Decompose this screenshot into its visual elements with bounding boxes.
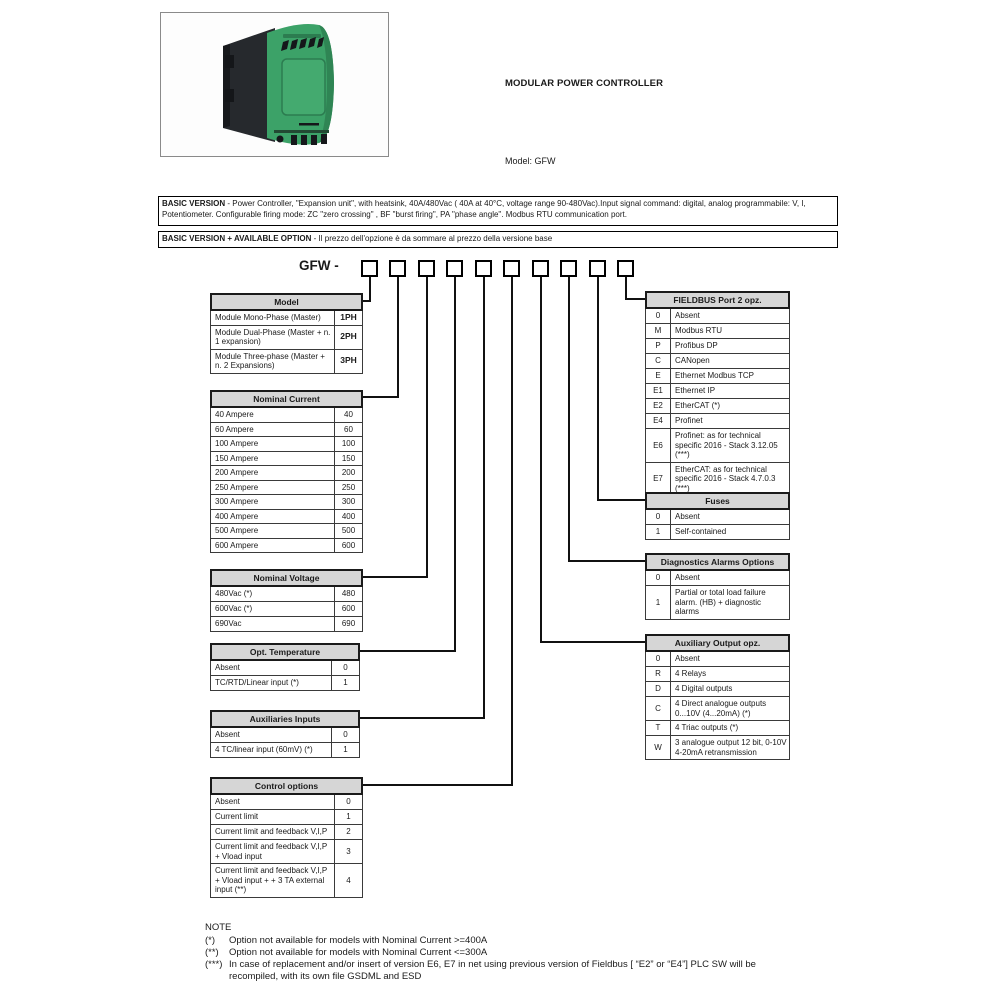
option-code: 1 — [331, 743, 359, 757]
option-code: 2PH — [334, 326, 362, 349]
table-row — [210, 810, 363, 825]
option-code: E7 — [646, 463, 671, 496]
option-label: Current limit and feedback V,I,P + Vload input + + 3 TA external input (**) — [215, 866, 328, 894]
option-code: 690 — [334, 617, 362, 631]
table-row — [645, 652, 790, 667]
option-code: 250 — [334, 481, 362, 495]
option-label: 60 Ampere — [215, 424, 254, 434]
option-label: Module Three-phase (Master + n. 2 Expansions) — [215, 351, 325, 370]
option-code: M — [646, 324, 671, 338]
table-header: Auxiliary Output opz. — [645, 634, 790, 652]
connector-line — [454, 277, 456, 652]
order-code-box-7 — [532, 260, 549, 277]
note-item — [205, 947, 791, 959]
option-label: 500 Ampere — [215, 526, 259, 535]
table-header: Diagnostics Alarms Options — [645, 553, 790, 571]
option-label: Modbus RTU — [675, 326, 722, 336]
order-code-box-4 — [446, 260, 463, 277]
table-row — [210, 481, 363, 496]
connector-line — [363, 784, 512, 786]
table-row — [210, 539, 363, 554]
table-row — [645, 429, 790, 463]
table-row — [645, 510, 790, 525]
option-code: 1 — [334, 810, 362, 824]
model-label: Model: GFW — [505, 156, 556, 166]
fuses-table — [645, 492, 790, 540]
note-marker: (**) — [205, 947, 219, 958]
option-label: 4 Relays — [675, 669, 707, 679]
option-code: 0 — [334, 795, 362, 809]
option-label: Absent — [215, 730, 240, 740]
option-code: 0 — [646, 571, 671, 585]
option-code: D — [646, 682, 671, 696]
option-code: 480 — [334, 587, 362, 601]
table-row — [210, 602, 363, 617]
basic-version-notice — [158, 196, 838, 226]
connector-line — [483, 277, 485, 719]
table-row — [645, 667, 790, 682]
product-photo-frame — [160, 12, 389, 157]
option-label: Profinet — [675, 416, 703, 426]
option-label: Absent — [675, 311, 700, 321]
option-label: Current limit and feedback V,I,P + Vload input — [215, 842, 328, 861]
option-label: Absent — [675, 573, 700, 583]
option-label: 4 Digital outputs — [675, 684, 733, 694]
table-row — [210, 840, 363, 864]
option-label: Current limit and feedback V,I,P — [215, 827, 328, 837]
option-code: 4 — [334, 864, 362, 897]
table-row — [210, 524, 363, 539]
option-code: 40 — [334, 408, 362, 422]
product-photo — [161, 13, 388, 156]
option-code: 400 — [334, 510, 362, 524]
option-code: C — [646, 697, 671, 720]
option-code: 3 — [334, 840, 362, 863]
order-code-box-10 — [617, 260, 634, 277]
option-code: 1 — [646, 525, 671, 539]
option-label: 150 Ampere — [215, 453, 259, 463]
option-label: 690Vac — [215, 619, 242, 629]
option-code: W — [646, 736, 671, 759]
option-code: 60 — [334, 423, 362, 437]
opt-temperature-table — [210, 643, 360, 691]
option-label: 4 Direct analogue outputs 0...10V (4...20mA) (*) — [675, 699, 767, 718]
connector-line — [625, 277, 627, 300]
connector-line — [363, 576, 427, 578]
option-label: 300 Ampere — [215, 497, 259, 506]
option-code: 1PH — [334, 311, 362, 325]
option-code: 1 — [646, 586, 671, 619]
notice-text: - Il prezzo dell'opzione è da sommare al prezzo della versione base — [311, 234, 553, 243]
available-option-notice — [158, 231, 838, 248]
note-marker: (*) — [205, 935, 216, 946]
auxiliary-output-table — [645, 634, 790, 760]
option-label: Self-contained — [675, 527, 727, 537]
notice-label: BASIC VERSION + AVAILABLE OPTION — [162, 234, 312, 243]
table-row — [645, 463, 790, 497]
order-code-box-3 — [418, 260, 435, 277]
table-row — [210, 676, 360, 691]
note-marker: (***) — [205, 959, 223, 970]
option-label: Module Mono-Phase (Master) — [215, 313, 321, 322]
table-row — [645, 309, 790, 324]
option-code: 3PH — [334, 350, 362, 373]
notice-text: - Power Controller, "Expansion unit", with heatsink, 40A/480Vac ( 40A at 40°C, voltage range 90-480Vac).Input signal command: digital, analog programmabile: V, I, Potentiometer. Configurable firing mode: ZC "zero crossing" , BF "burst firing", PA "phase angle". Modbus RTU communication port. — [162, 199, 806, 219]
note-item — [205, 935, 791, 947]
table-row — [645, 384, 790, 399]
table-row — [210, 795, 363, 810]
connector-line — [597, 277, 599, 501]
option-code: 0 — [646, 309, 671, 323]
table-row — [645, 354, 790, 369]
option-label: Current limit — [215, 812, 259, 822]
table-row — [210, 311, 363, 326]
option-code: P — [646, 339, 671, 353]
option-label: 4 Triac outputs (*) — [675, 723, 739, 733]
option-code: T — [646, 721, 671, 735]
table-row — [645, 571, 790, 586]
option-code: 500 — [334, 524, 362, 538]
option-code: R — [646, 667, 671, 681]
table-header: Fuses — [645, 492, 790, 510]
table-row — [210, 350, 363, 374]
notes-section — [205, 922, 791, 983]
option-label: Absent — [215, 663, 240, 673]
option-code: 2 — [334, 825, 362, 839]
order-code-prefix: GFW - — [299, 258, 339, 273]
table-row — [645, 721, 790, 736]
table-row — [210, 617, 363, 632]
table-row — [210, 728, 360, 743]
notes-title: NOTE — [205, 922, 232, 933]
option-label: Module Dual-Phase (Master + n. 1 expansion) — [215, 327, 331, 346]
option-label: Ethernet IP — [675, 386, 716, 396]
order-code-box-6 — [503, 260, 520, 277]
option-label: Profinet: as for technical specific 2016 - Stack 3.12.05 (***) — [675, 431, 778, 459]
option-code: C — [646, 354, 671, 368]
note-text: Option not available for models with Nominal Current <=300A — [229, 947, 488, 958]
option-label: EtherCAT: as for technical specific 2016 - Stack 4.7.0.3 (***) — [675, 464, 776, 493]
table-header: Opt. Temperature — [210, 643, 360, 661]
table-header: Control options — [210, 777, 363, 795]
table-row — [645, 339, 790, 354]
option-code: 0 — [646, 652, 671, 666]
table-row — [210, 466, 363, 481]
control-options-table — [210, 777, 363, 898]
table-header: Nominal Voltage — [210, 569, 363, 587]
option-label: Partial or total load failure alarm. (HB) + diagnostic alarms — [675, 588, 766, 616]
option-code: 600 — [334, 539, 362, 553]
table-row — [210, 587, 363, 602]
table-row — [210, 423, 363, 438]
option-code: 150 — [334, 452, 362, 466]
connector-line — [369, 277, 371, 302]
connector-line — [397, 277, 399, 398]
connector-line — [511, 277, 513, 786]
option-code: E — [646, 369, 671, 383]
order-code-box-2 — [389, 260, 406, 277]
auxiliaries-inputs-table — [210, 710, 360, 758]
notice-label: BASIC VERSION — [162, 199, 226, 208]
page-title: MODULAR POWER CONTROLLER — [505, 78, 664, 89]
connector-line — [540, 641, 646, 643]
option-code: 100 — [334, 437, 362, 451]
option-label: Ethernet Modbus TCP — [675, 371, 755, 381]
table-row — [645, 682, 790, 697]
option-code: E2 — [646, 399, 671, 413]
option-code: 1 — [331, 676, 359, 690]
option-code: 600 — [334, 602, 362, 616]
order-code-box-1 — [361, 260, 378, 277]
option-label: 3 analogue output 12 bit, 0-10V 4-20mA retransmission — [675, 738, 787, 757]
option-label: 480Vac (*) — [215, 589, 253, 599]
option-code: 0 — [331, 661, 359, 675]
connector-line — [568, 277, 570, 562]
option-label: Absent — [675, 512, 700, 522]
option-code: 0 — [646, 510, 671, 524]
option-label: 600Vac (*) — [215, 604, 253, 614]
option-code: E1 — [646, 384, 671, 398]
order-code-box-5 — [475, 260, 492, 277]
option-label: 250 Ampere — [215, 482, 259, 492]
nominal-voltage-table — [210, 569, 363, 632]
table-row — [645, 324, 790, 339]
connector-line — [597, 499, 646, 501]
note-item — [205, 959, 791, 983]
table-row — [645, 525, 790, 540]
table-row — [645, 586, 790, 620]
table-row — [645, 399, 790, 414]
table-row — [210, 326, 363, 350]
option-code: E6 — [646, 429, 671, 462]
option-label: TC/RTD/Linear input (*) — [215, 678, 299, 688]
order-code-box-8 — [560, 260, 577, 277]
table-row — [645, 369, 790, 384]
option-label: 100 Ampere — [215, 439, 259, 448]
connector-line — [568, 560, 646, 562]
note-text: Option not available for models with Nominal Current >=400A — [229, 935, 488, 946]
option-label: Profibus DP — [675, 341, 718, 351]
table-row — [210, 437, 363, 452]
table-row — [210, 510, 363, 525]
table-row — [210, 495, 363, 510]
option-code: 200 — [334, 466, 362, 480]
connector-line — [363, 396, 398, 398]
connector-line — [360, 717, 484, 719]
table-row — [210, 408, 363, 423]
option-label: Absent — [675, 654, 700, 664]
option-label: 4 TC/linear input (60mV) (*) — [215, 745, 313, 755]
table-row — [210, 452, 363, 467]
connector-line — [360, 650, 455, 652]
table-header: Nominal Current — [210, 390, 363, 408]
connector-line — [363, 300, 370, 302]
option-label: 600 Ampere — [215, 540, 259, 550]
connector-line — [540, 277, 542, 643]
option-label: EtherCAT (*) — [675, 401, 721, 411]
fieldbus-port2-table — [645, 291, 790, 496]
table-row — [210, 661, 360, 676]
option-code: 0 — [331, 728, 359, 742]
order-code-box-9 — [589, 260, 606, 277]
table-row — [645, 414, 790, 429]
diagnostics-alarms-table — [645, 553, 790, 620]
note-text: In case of replacement and/or insert of version E6, E7 in net using previous version of Fieldbus [ “E2” or “E4”] PLC SW will be recompiled, with its own file GSDML and ESD — [229, 959, 756, 982]
option-label: 200 Ampere — [215, 468, 259, 477]
option-code: E4 — [646, 414, 671, 428]
option-label: 40 Ampere — [215, 410, 254, 419]
model-table — [210, 293, 363, 374]
table-row — [210, 825, 363, 840]
table-header: FIELDBUS Port 2 opz. — [645, 291, 790, 309]
table-header: Auxiliaries Inputs — [210, 710, 360, 728]
table-row — [645, 736, 790, 760]
option-label: 400 Ampere — [215, 511, 259, 521]
option-code: 300 — [334, 495, 362, 509]
table-row — [645, 697, 790, 721]
table-row — [210, 743, 360, 758]
connector-line — [426, 277, 428, 578]
nominal-current-table — [210, 390, 363, 553]
option-label: Absent — [215, 797, 240, 807]
table-row — [210, 864, 363, 898]
table-header: Model — [210, 293, 363, 311]
option-label: CANopen — [675, 356, 710, 366]
